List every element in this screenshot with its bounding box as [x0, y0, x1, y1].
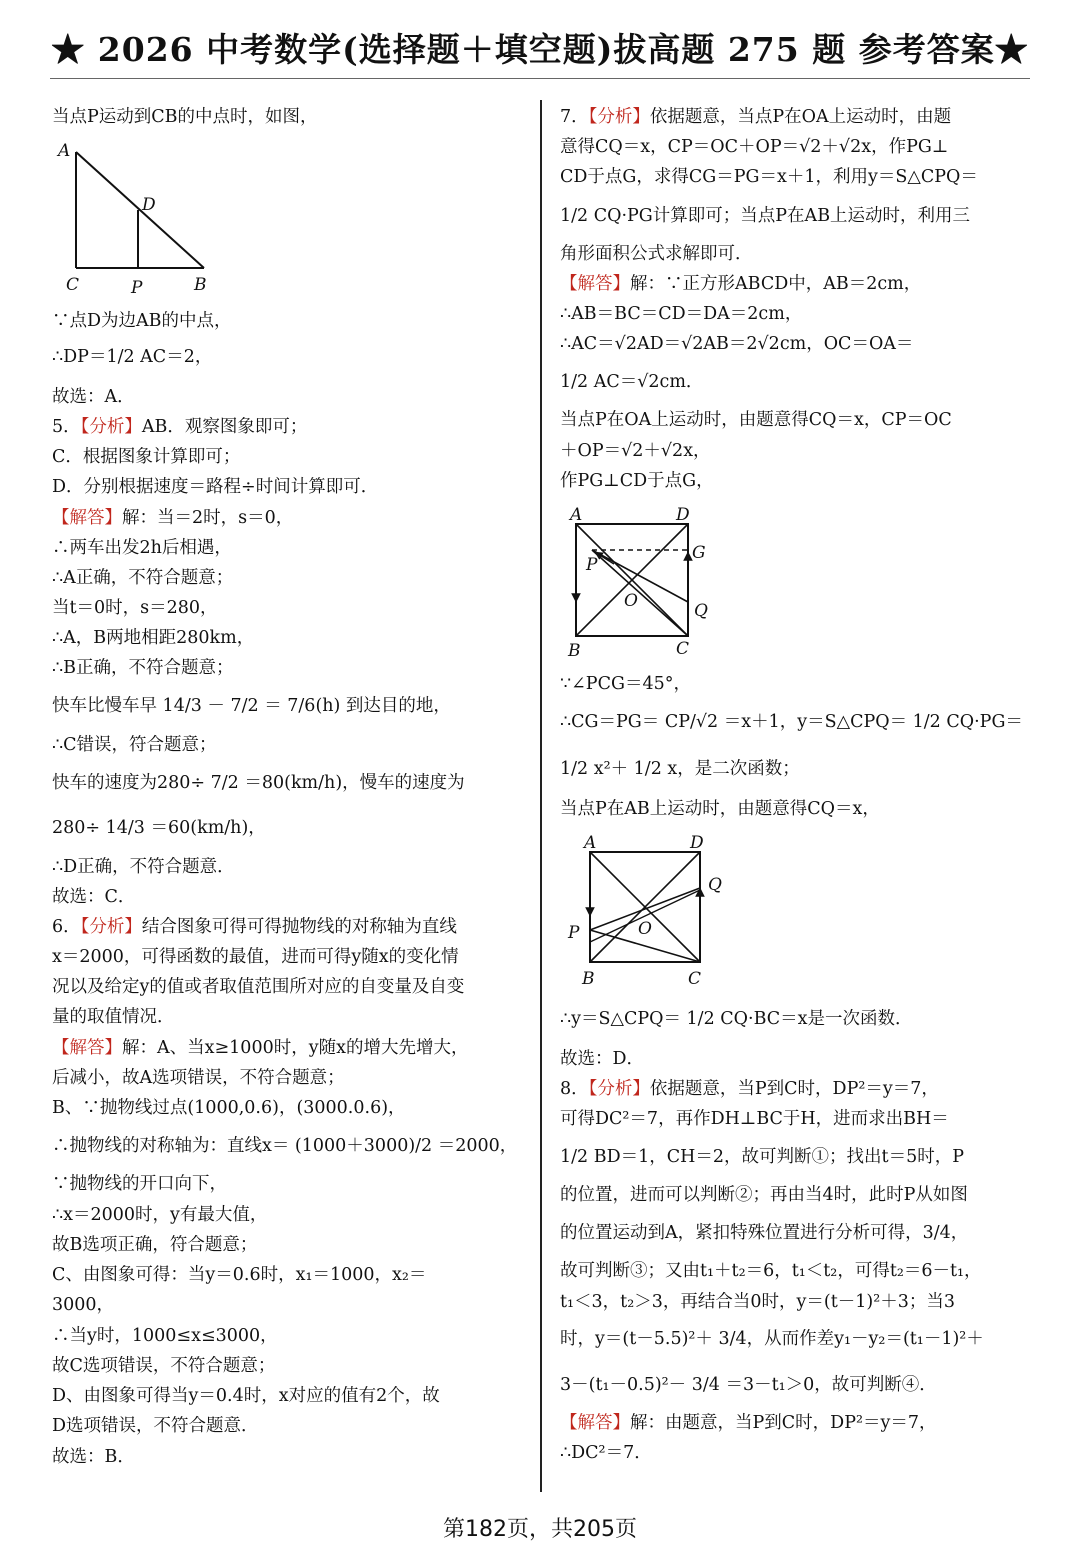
page-footer: 第182页，共205页 [443, 1517, 637, 1542]
text-line: ∵点D为边AB的中点， [52, 311, 232, 331]
text-line: 时，y＝(t－5.5)²＋ 3/4，从而作差y₁－y₂＝(t₁－1)²＋ [560, 1329, 984, 1349]
segment-pc [592, 550, 688, 636]
text-line: C．根据图象计算即可； [52, 447, 241, 467]
text-line: 【解答】解：∵正方形ABCD中，AB＝2cm， [560, 274, 922, 294]
square-figure-2 [562, 830, 742, 990]
text-line: 当点P在AB上运动时，由题意得CQ＝x， [560, 799, 880, 819]
label-p: P [568, 923, 580, 943]
text-line: 故选：C． [52, 887, 136, 907]
label-c: C [676, 639, 690, 659]
text-line: ∴抛物线的对称轴为：直线x＝ (1000＋3000)/2 ＝2000， [52, 1136, 518, 1156]
text-line: 【解答】解：由题意，当P到C时，DP²＝y＝7， [560, 1413, 937, 1433]
text-line: CD于点G，求得CG＝PG＝x＋1，利用y＝S△CPQ＝ [560, 167, 978, 187]
label-d: D [690, 833, 704, 853]
text-line: ∴两车出发2h后相遇， [52, 538, 232, 558]
text-line: 【解答】解：A、当x≥1000时，y随x的增大先增大， [52, 1038, 469, 1058]
text-line: ∴DC²＝7． [560, 1443, 652, 1463]
text-line: 1/2 CQ·PG计算即可；当点P在AB上运动时，利用三 [560, 206, 971, 226]
text-line: 可得DC²＝7，再作DH⊥BC于H，进而求出BH＝ [560, 1109, 949, 1129]
label-o: O [638, 919, 652, 939]
label-p: P [131, 278, 143, 298]
text-line: 故B选项正确，符合题意； [52, 1235, 258, 1255]
label-a: A [58, 141, 71, 161]
text-line: C、由图象可得：当y＝0.6时，x₁＝1000，x₂＝ [52, 1265, 427, 1285]
text-line: 1/2 BD＝1，CH＝2，故可判断①；找出t＝5时，P [560, 1147, 964, 1167]
text-line: 故选：B． [52, 1447, 135, 1467]
text-line: B、∵抛物线过点(1000,0.6)，(3000.0.6)， [52, 1098, 406, 1118]
text-line: 故C选项错误，不符合题意； [52, 1356, 276, 1376]
text-line: ∴A，B两地相距280km， [52, 628, 255, 648]
page-header-title: ★ 2026 中考数学(选择题＋填空题)拔高题 275 题 参考答案★ [51, 30, 1029, 69]
column-divider [540, 100, 542, 1492]
square-figure-1 [562, 502, 722, 662]
label-p: P [586, 555, 598, 575]
label-d: D [142, 195, 156, 215]
text-line: ∴CG＝PG＝ CP/√2 ＝x＋1，y＝S△CPQ＝ 1/2 CQ·PG＝ [560, 712, 1023, 732]
text-line: ∴C错误，符合题意； [52, 735, 217, 755]
text-line: 3－(t₁－0.5)²－ 3/4 ＝3－t₁＞0，故可判断④． [560, 1375, 937, 1395]
label-g: G [692, 543, 706, 563]
label-a: A [584, 833, 597, 853]
text-line: 角形面积公式求解即可． [560, 244, 753, 264]
label-q: Q [694, 601, 708, 621]
label-b: B [568, 641, 581, 661]
text-line: ∴x＝2000时，y有最大值， [52, 1205, 268, 1225]
text-line: 快车比慢车早 14/3 － 7/2 ＝ 7/6(h) 到达目的地， [52, 696, 451, 716]
text-line: 的位置，进而可以判断②；再由当4时，此时P从如图 [560, 1185, 968, 1205]
text-line: t₁＜3，t₂＞3，再结合当0时，y＝(t－1)²＋3；当3 [560, 1292, 955, 1312]
text-line: 况以及给定y的值或者取值范围所对应的自变量及自变 [52, 977, 465, 997]
label-q: Q [708, 875, 722, 895]
label-d: D [676, 505, 690, 525]
text-line: 当点P运动到CB的中点时，如图， [52, 107, 318, 127]
text-line: 量的取值情况． [52, 1007, 175, 1027]
text-line: 的位置运动到A，紧扣特殊位置进行分析可得，3/4， [560, 1223, 969, 1243]
text-line: 当t＝0时，s＝280， [52, 598, 218, 618]
text-line: ∴D正确，不符合题意． [52, 857, 235, 877]
text-line: ∴AC＝√2AD＝√2AB＝2√2cm，OC＝OA＝ [560, 334, 914, 354]
label-b: B [194, 275, 207, 295]
text-line: 3000， [52, 1295, 115, 1315]
text-line: ∴y＝S△CPQ＝ 1/2 CQ·BC＝x是一次函数． [560, 1009, 913, 1029]
label-c: C [66, 275, 80, 295]
text-line: 【解答】解：当＝2时，s＝0， [52, 508, 294, 528]
text-line: ∵抛物线的开口向下， [52, 1174, 227, 1194]
text-line: 意得CQ＝x，CP＝OC＋OP＝√2＋√2x，作PG⊥ [560, 137, 949, 157]
text-line: 6．【分析】结合图象可得可得抛物线的对称轴为直线 [52, 917, 457, 937]
text-line: ∴DP＝1/2 AC＝2， [52, 347, 213, 367]
text-line: D、由图象可得当y＝0.4时，x对应的值有2个，故 [52, 1386, 440, 1406]
text-line: 快车的速度为280÷ 7/2 ＝80(km/h)，慢车的速度为 [52, 773, 465, 793]
text-line: 作PG⊥CD于点G， [560, 471, 714, 491]
label-b: B [582, 969, 595, 989]
edge-ab [76, 152, 204, 268]
label-c: C [688, 969, 702, 989]
text-line: x＝2000，可得函数的最值，进而可得y随x的变化情 [52, 947, 459, 967]
text-line: 8．【分析】依据题意，当P到C时，DP²＝y＝7， [560, 1079, 939, 1099]
text-line: D．分别根据速度＝路程÷时间计算即可． [52, 477, 379, 497]
text-line: ∴A正确，不符合题意； [52, 568, 234, 588]
text-line: 280÷ 14/3 ＝60(km/h)， [52, 818, 266, 838]
triangle-figure [52, 138, 222, 298]
text-line: 1/2 x²＋ 1/2 x，是二次函数； [560, 759, 800, 779]
text-line: 故可判断③；又由t₁＋t₂＝6，t₁＜t₂，可得t₂＝6－t₁， [560, 1261, 982, 1281]
text-line: ∴B正确，不符合题意； [52, 658, 234, 678]
segment-pq [592, 550, 688, 602]
text-line: 5．【分析】AB．观察图象即可； [52, 417, 308, 437]
text-line: ∵∠PCG＝45°， [560, 674, 691, 694]
text-line: 1/2 AC＝√2cm． [560, 372, 704, 392]
text-line: ＋OP＝√2＋√2x， [560, 441, 711, 461]
text-line: ∴当y时，1000≤x≤3000， [52, 1326, 278, 1346]
text-line: 7．【分析】依据题意，当点P在OA上运动时，由题 [560, 107, 952, 127]
label-o: O [624, 591, 638, 611]
label-a: A [570, 505, 583, 525]
text-line: ∴AB＝BC＝CD＝DA＝2cm， [560, 304, 803, 324]
text-line: 当点P在OA上运动时，由题意得CQ＝x，CP＝OC [560, 410, 952, 430]
text-line: 后减小，故A选项错误，不符合题意； [52, 1068, 345, 1088]
header-divider [50, 78, 1030, 79]
text-line: 故选：A． [52, 387, 135, 407]
text-line: D选项错误，不符合题意． [52, 1416, 259, 1436]
text-line: 故选：D． [560, 1049, 645, 1069]
